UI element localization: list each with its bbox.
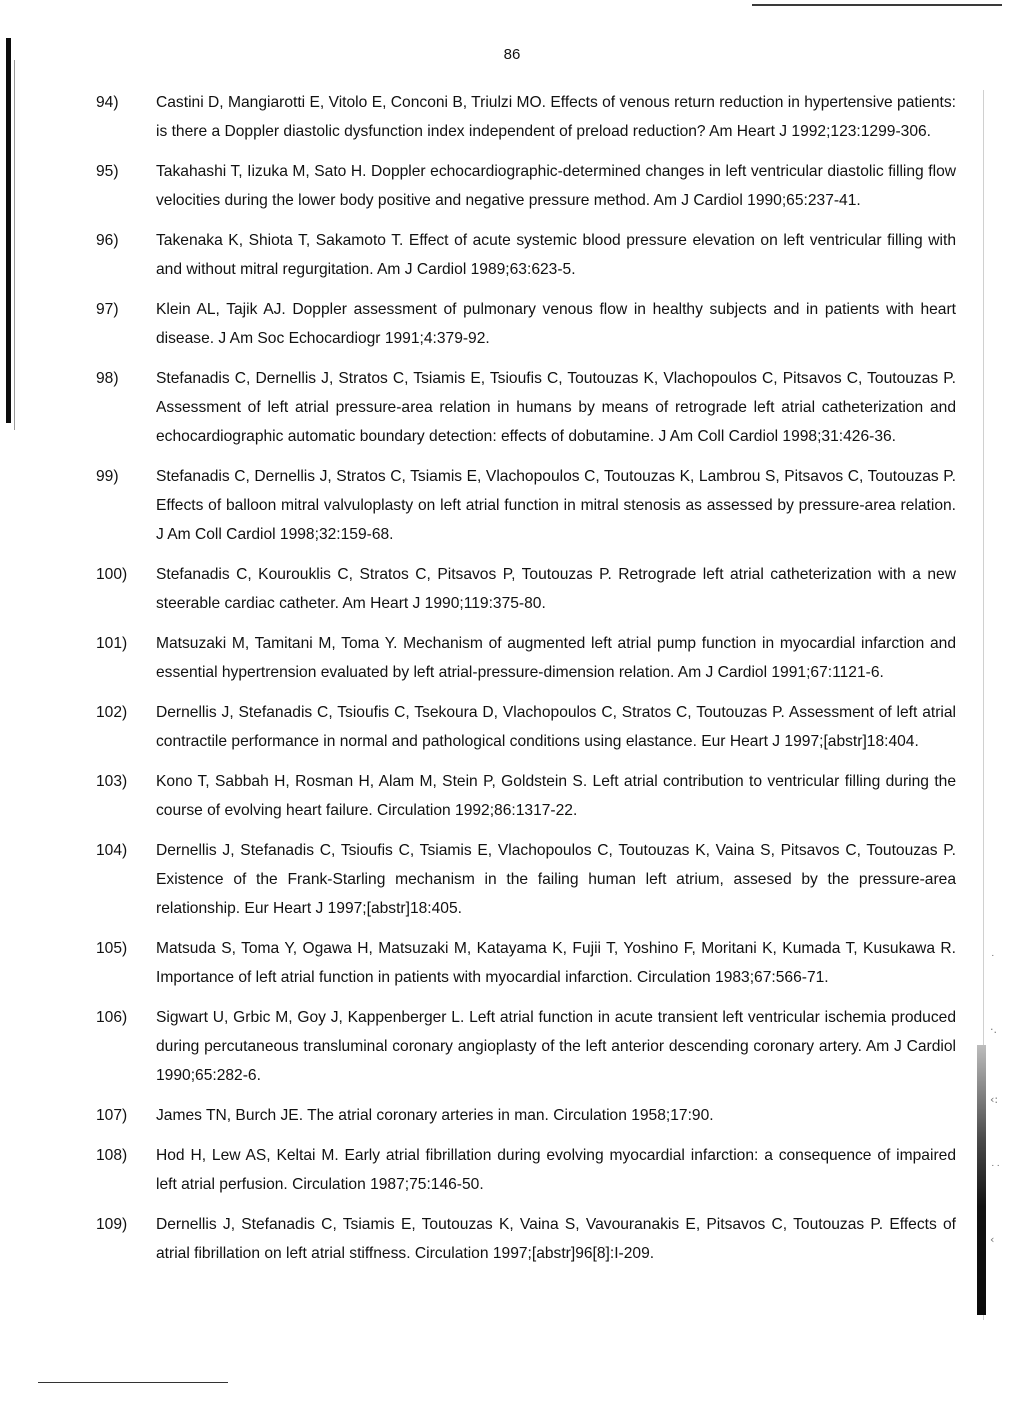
reference-item [96,767,956,825]
reference-number: 108) [96,1147,128,1164]
reference-text: Dernellis J, Stefanadis C, Tsioufis C, Tsekoura D, Vlachopoulos C, Stratos C, Toutouzas P. Assessment of left atrial contractile performance in normal and pathological conditions using elastance. Eur Heart J 1997;[abstr]18:404. [156,704,956,750]
reference-number: 101) [96,635,128,652]
reference-text: Klein AL, Tajik AJ. Doppler assessment of pulmonary venous flow in healthy subjects and in patients with heart disease. J Am Soc Echocardiogr 1991;4:379-92. [156,301,956,347]
reference-text: Takahashi T, Iizuka M, Sato H. Doppler echocardiographic-determined changes in left ventricular diastolic filling flow velocities during the lower body positive and negative pressure method. Am J Cardiol 1990;65:237-41. [156,163,956,209]
reference-text: Stefanadis C, Kourouklis C, Stratos C, Pitsavos P, Toutouzas P. Retrograde left atrial catheterization with a new steerable cardiac catheter. Am Heart J 1990;119:375-80. [156,566,956,612]
reference-text: Castini D, Mangiarotti E, Vitolo E, Conconi B, Triulzi MO. Effects of venous return reduction in hypertensive patients: is there a Doppler diastolic dysfunction index independent of preload reduction? Am Heart J 1992;123:1299-306. [156,94,956,140]
reference-number: 94) [96,94,119,111]
scan-left-edge-line [14,60,15,430]
reference-number: 95) [96,163,119,180]
reference-item [96,836,956,923]
reference-item [96,698,956,756]
reference-number: 99) [96,468,119,485]
scan-margin-marks: ˙ ·. ‹: ˙˙ ‹ [990,953,1001,1246]
scan-top-line [752,4,1002,6]
reference-number: 105) [96,940,128,957]
reference-item [96,1141,956,1199]
reference-number: 106) [96,1009,128,1026]
reference-text: Matsuda S, Toma Y, Ogawa H, Matsuzaki M, Katayama K, Fujii T, Yoshino F, Moritani K, Kumada T, Kusukawa R. Importance of left atrial function in patients with myocardial infarction. Circulation 1983;67:566-71. [156,940,956,986]
reference-item [96,1003,956,1090]
reference-text: Takenaka K, Shiota T, Sakamoto T. Effect of acute systemic blood pressure elevation on left ventricular filling with and without mitral regurgitation. Am J Cardiol 1989;63:623-5. [156,232,956,278]
scan-right-edge-bar [977,1045,986,1315]
reference-item [96,364,956,451]
reference-text: Sigwart U, Grbic M, Goy J, Kappenberger L. Left atrial function in acute transient left ventricular ischemia produced during percutaneous transluminal coronary angioplasty of the left anterior descending coronary artery. Am J Cardiol 1990;65:282-6. [156,1009,956,1084]
reference-item [96,88,956,146]
reference-text: Dernellis J, Stefanadis C, Tsiamis E, Toutouzas K, Vaina S, Vavouranakis E, Pitsavos C, Toutouzas P. Effects of atrial fibrillation on left atrial stiffness. Circulation 1997;[abstr]96[8]:I-209. [156,1216,956,1262]
reference-number: 104) [96,842,128,859]
reference-item [96,1210,956,1268]
reference-number: 103) [96,773,128,790]
reference-item [96,560,956,618]
reference-text: Kono T, Sabbah H, Rosman H, Alam M, Stein P, Goldstein S. Left atrial contribution to ventricular filling during the course of evolving heart failure. Circulation 1992;86:1317-22. [156,773,956,819]
reference-number: 96) [96,232,119,249]
reference-item [96,226,956,284]
reference-text: Stefanadis C, Dernellis J, Stratos C, Tsiamis E, Vlachopoulos C, Toutouzas K, Lambrou S, Pitsavos C, Toutouzas P. Effects of balloon mitral valvuloplasty on left atrial function in mitral stenosis as assessed by pressure-area relation. J Am Coll Cardiol 1998;32:159-68. [156,468,956,543]
scan-left-edge-bar [6,38,11,423]
reference-number: 98) [96,370,119,387]
reference-item [96,1101,956,1130]
reference-number: 102) [96,704,128,721]
reference-number: 100) [96,566,128,583]
reference-number: 97) [96,301,119,318]
reference-text: Stefanadis C, Dernellis J, Stratos C, Tsiamis E, Tsioufis C, Toutouzas K, Vlachopoulos C, Pitsavos C, Toutouzas P. Assessment of left atrial pressure-area relation in humans by means of retrograde left atrial catheterization and echocardiographic automatic boundary detection: effects of dobutamine. J Am Coll Cardiol 1998;31:426-36. [156,370,956,445]
footer-rule [38,1382,228,1383]
reference-number: 107) [96,1107,128,1124]
reference-text: James TN, Burch JE. The atrial coronary arteries in man. Circulation 1958;17:90. [156,1107,714,1124]
reference-item [96,462,956,549]
reference-number: 109) [96,1216,128,1233]
reference-text: Matsuzaki M, Tamitani M, Toma Y. Mechanism of augmented left atrial pump function in myocardial infarction and essential hypertrension evaluated by left atrial-pressure-dimension relation. Am J Cardiol 1991;67:1121-6. [156,635,956,681]
reference-text: Hod H, Lew AS, Keltai M. Early atrial fibrillation during evolving myocardial infarction: a consequence of impaired left atrial perfusion. Circulation 1987;75:146-50. [156,1147,956,1193]
reference-item [96,295,956,353]
reference-item [96,629,956,687]
reference-text: Dernellis J, Stefanadis C, Tsioufis C, Tsiamis E, Vlachopoulos C, Toutouzas K, Vaina S, Pitsavos C, Toutouzas P. Existence of the Frank-Starling mechanism in the failing human left atrium, assesed by the pressure-area relationship. Eur Heart J 1997;[abstr]18:405. [156,842,956,917]
reference-item [96,157,956,215]
reference-item [96,934,956,992]
page-number: 86 [503,46,521,63]
reference-list [96,88,956,1279]
